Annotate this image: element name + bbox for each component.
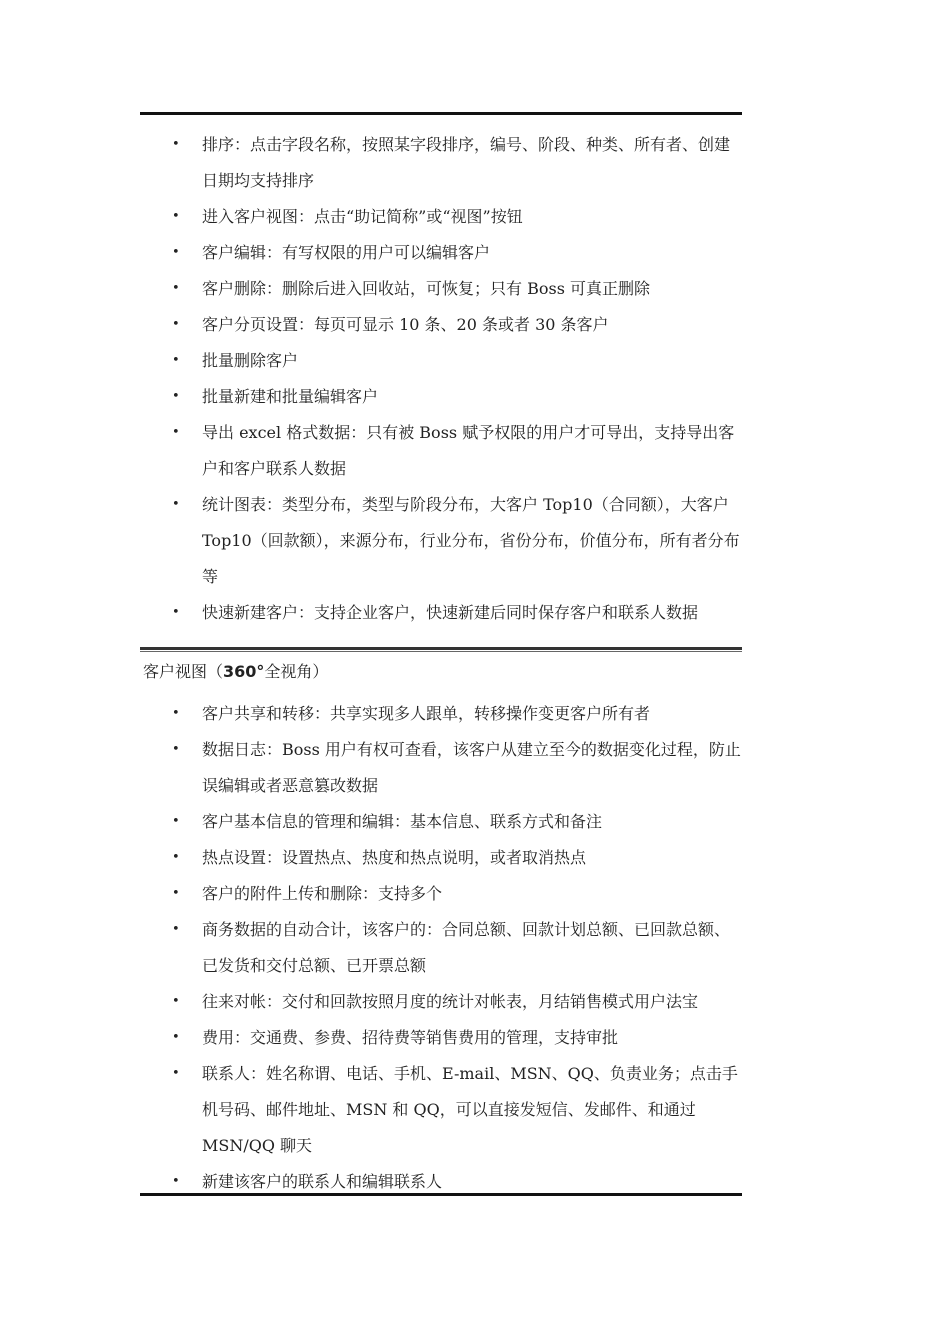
bullet-icon: • — [172, 814, 180, 829]
list-item-text: 客户的附件上传和删除：支持多个 — [202, 884, 443, 903]
bullet-icon: • — [172, 850, 180, 865]
list-item-text: 客户删除：删除后进入回收站，可恢复；只有 Boss 可真正删除 — [202, 279, 650, 298]
section-title — [143, 658, 328, 686]
list-item-text: 统计图表：类型分布，类型与阶段分布，大客户 Top10（合同额），大客户 Top10（回款额），来源分布，行业分布，省份分布，价值分布，所有者分布等 — [202, 495, 740, 586]
list-item — [172, 732, 744, 804]
list-item-text: 费用：交通费、参费、招待费等销售费用的管理，支持审批 — [202, 1028, 619, 1047]
list-item-text: 客户共享和转移：共享实现多人跟单，转移操作变更客户所有者 — [202, 704, 651, 723]
list-item — [172, 271, 744, 307]
bullet-icon: • — [172, 281, 180, 296]
list-item — [172, 696, 744, 732]
bullet-icon: • — [172, 742, 180, 757]
bullet-icon: • — [172, 137, 180, 152]
bullet-icon: • — [172, 245, 180, 260]
bullet-icon: • — [172, 209, 180, 224]
list-item — [172, 343, 744, 379]
top-divider — [140, 112, 742, 115]
list-item — [172, 840, 744, 876]
list-item-text: 进入客户视图：点击“助记简称”或“视图”按钮 — [202, 207, 523, 226]
bullet-icon: • — [172, 1030, 180, 1045]
bullet-icon: • — [172, 317, 180, 332]
list-item-text: 商务数据的自动合计，该客户的：合同总额、回款计划总额、已回款总额、已发货和交付总额、已开票总额 — [202, 920, 731, 975]
list-item — [172, 235, 744, 271]
list-item — [172, 199, 744, 235]
list-item-text: 客户基本信息的管理和编辑：基本信息、联系方式和备注 — [202, 812, 603, 831]
list-item-text: 往来对帐：交付和回款按照月度的统计对帐表，月结销售模式用户法宝 — [202, 992, 699, 1011]
section-title-prefix: 客户视图（ — [143, 662, 224, 681]
list-item-text: 热点设置：设置热点、热度和热点说明，或者取消热点 — [202, 848, 587, 867]
bullet-icon: • — [172, 706, 180, 721]
list-item-text: 排序：点击字段名称，按照某字段排序，编号、阶段、种类、所有者、创建日期均支持排序 — [202, 135, 731, 190]
bullet-icon: • — [172, 353, 180, 368]
bottom-divider — [140, 1193, 742, 1196]
list-item-text: 新建该客户的联系人和编辑联系人 — [202, 1172, 443, 1191]
list-item-text: 客户编辑：有写权限的用户可以编辑客户 — [202, 243, 491, 262]
bullet-icon: • — [172, 389, 180, 404]
bullet-icon: • — [172, 922, 180, 937]
list-item-text: 联系人：姓名称谓、电话、手机、E-mail、MSN、QQ、负责业务；点击手机号码、邮件地址、MSN 和 QQ，可以直接发短信、发邮件、和通过 MSN/QQ 聊天 — [202, 1064, 738, 1155]
list-item — [172, 876, 744, 912]
list-item-text: 批量删除客户 — [202, 351, 299, 370]
list-item — [172, 379, 744, 415]
list-item — [172, 912, 744, 984]
list-item — [172, 127, 744, 199]
list-item — [172, 804, 744, 840]
bullet-icon: • — [172, 605, 180, 620]
feature-list-customer-view — [172, 696, 744, 1200]
list-item — [172, 415, 744, 487]
bullet-icon: • — [172, 1174, 180, 1189]
list-item-text: 数据日志：Boss 用户有权可查看，该客户从建立至今的数据变化过程，防止误编辑或者恶意篡改数据 — [202, 740, 741, 795]
section-title-bold: 360° — [223, 662, 265, 681]
feature-list-customer-list — [172, 127, 744, 631]
bullet-icon: • — [172, 994, 180, 1009]
bullet-icon: • — [172, 886, 180, 901]
bullet-icon: • — [172, 425, 180, 440]
list-item-text: 快速新建客户：支持企业客户，快速新建后同时保存客户和联系人数据 — [202, 603, 699, 622]
list-item — [172, 595, 744, 631]
list-item-text: 客户分页设置：每页可显示 10 条、20 条或者 30 条客户 — [202, 315, 609, 334]
list-item-text: 导出 excel 格式数据：只有被 Boss 赋予权限的用户才可导出，支持导出客户和客户联系人数据 — [202, 423, 735, 478]
list-item-text: 批量新建和批量编辑客户 — [202, 387, 379, 406]
list-item — [172, 1020, 744, 1056]
list-item — [172, 307, 744, 343]
list-item — [172, 1056, 744, 1164]
section-divider — [140, 647, 742, 652]
section-title-suffix: 全视角） — [264, 662, 329, 681]
list-item — [172, 487, 744, 595]
bullet-icon: • — [172, 1066, 180, 1081]
list-item — [172, 984, 744, 1020]
bullet-icon: • — [172, 497, 180, 512]
